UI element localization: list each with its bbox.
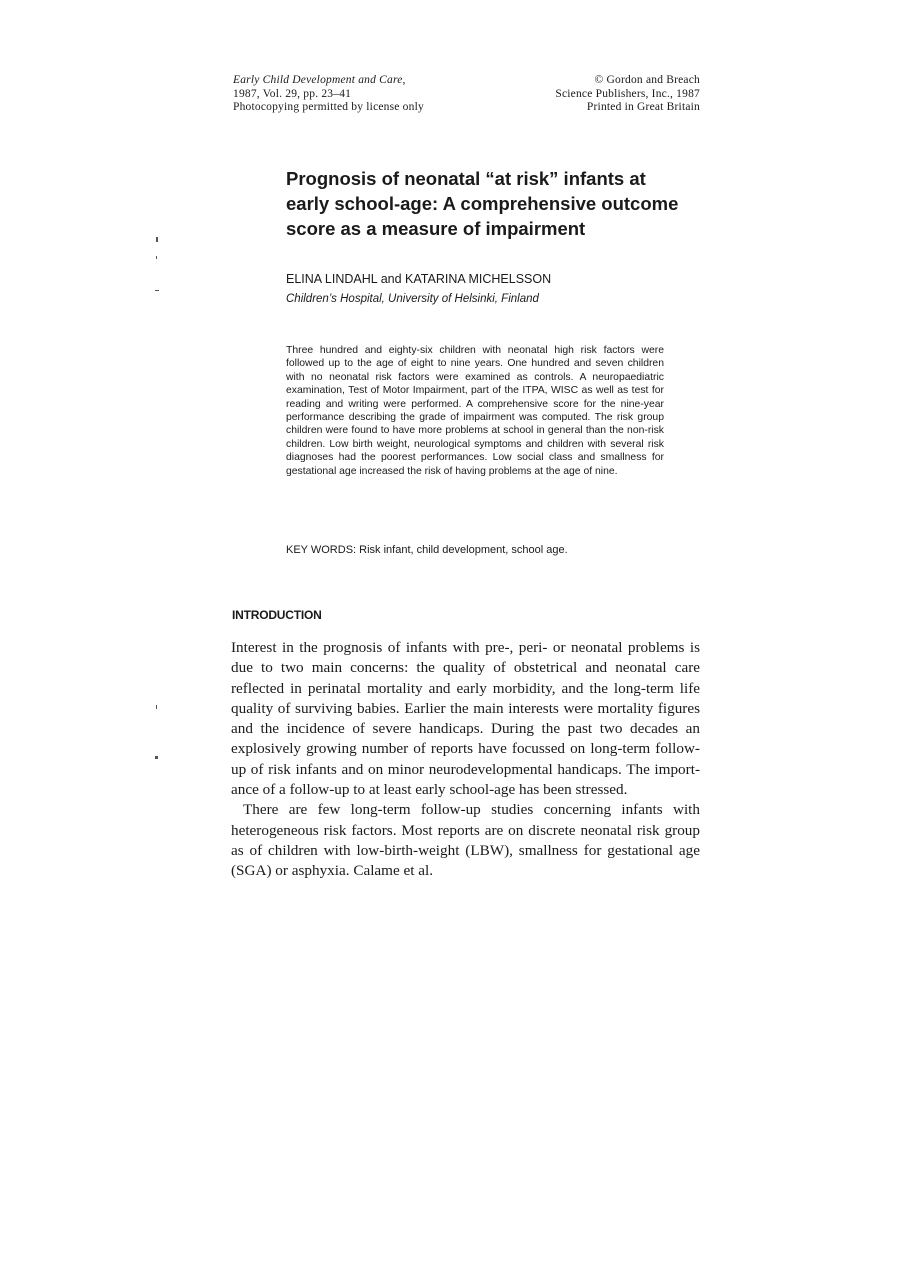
title-line: early school-age: A comprehensive outcome (286, 193, 679, 214)
scan-mark (156, 237, 158, 242)
publisher-notice (555, 74, 700, 115)
journal-name: Early Child Development and Care, (233, 74, 406, 86)
author-affiliation: Children’s Hospital, University of Helsinki, Finland (286, 293, 539, 305)
title-line: score as a measure of impairment (286, 218, 586, 239)
body-paragraph: Interest in the prognosis of infants with pre-, peri- or neonatal problems is due to two main concerns: the quality of obstetrical and neonatal care reflected in perinatal mortality and early morbidity, and the long-term life quality of surviving babies. Earlier the main interests were mortality figures and the incidence of severe handicaps. During the past two decades an explosively growing number of reports have focussed on long-term follow-up of risk infants and on minor neurodevelopmental handicaps. The importance of a follow-up to at least early school-age has been stressed. (231, 639, 700, 799)
section-heading-introduction: INTRODUCTION (232, 608, 322, 622)
permission-notice: Photocopying permitted by license only (233, 101, 424, 113)
journal-citation (233, 74, 424, 115)
body-paragraph: There are few long-term follow-up studies concerning infants with heterogeneous risk factors. Most reports are on discrete neonatal risk group as of children with low-birth-weight (LBW), smallness for gestational age (SGA) or asphyxia. Calame et al. (231, 801, 700, 880)
article-authors: ELINA LINDAHL and KATARINA MICHELSSON (286, 272, 552, 286)
introduction-body (231, 638, 700, 882)
publisher-line: Science Publishers, Inc., 1987 (555, 87, 700, 100)
abstract: Three hundred and eighty-six children with neonatal high risk factors were followed up to the age of eight to nine years. One hundred and seven children with no neonatal risk factors were examined as controls. A neuropaediatric examination, Test of Motor Impairment, part of the ITPA, WISC as well as test for reading and writing were performed. A comprehensive score for the nine-year performance describing the grade of impairment was computed. The risk group children were found to have more problems at school in general than the non-risk children. Low birth weight, neurological symptoms and children with several risk diagnoses had the poorest performances. Low social class and smallness for gestational age increased the risk of having problems at the age of nine. (286, 345, 664, 477)
title-line: Prognosis of neonatal “at risk” infants at (286, 168, 646, 189)
scan-mark (155, 290, 159, 291)
article-title (286, 166, 706, 241)
journal-volume: 1987, Vol. 29, pp. 23–41 (233, 87, 352, 100)
scan-mark (156, 256, 157, 259)
printed-line: Printed in Great Britain (586, 101, 700, 113)
scan-mark (155, 756, 158, 759)
scan-mark (156, 705, 157, 709)
copyright-line: © Gordon and Breach (594, 74, 700, 86)
keywords: KEY WORDS: Risk infant, child development, school age. (286, 544, 568, 556)
